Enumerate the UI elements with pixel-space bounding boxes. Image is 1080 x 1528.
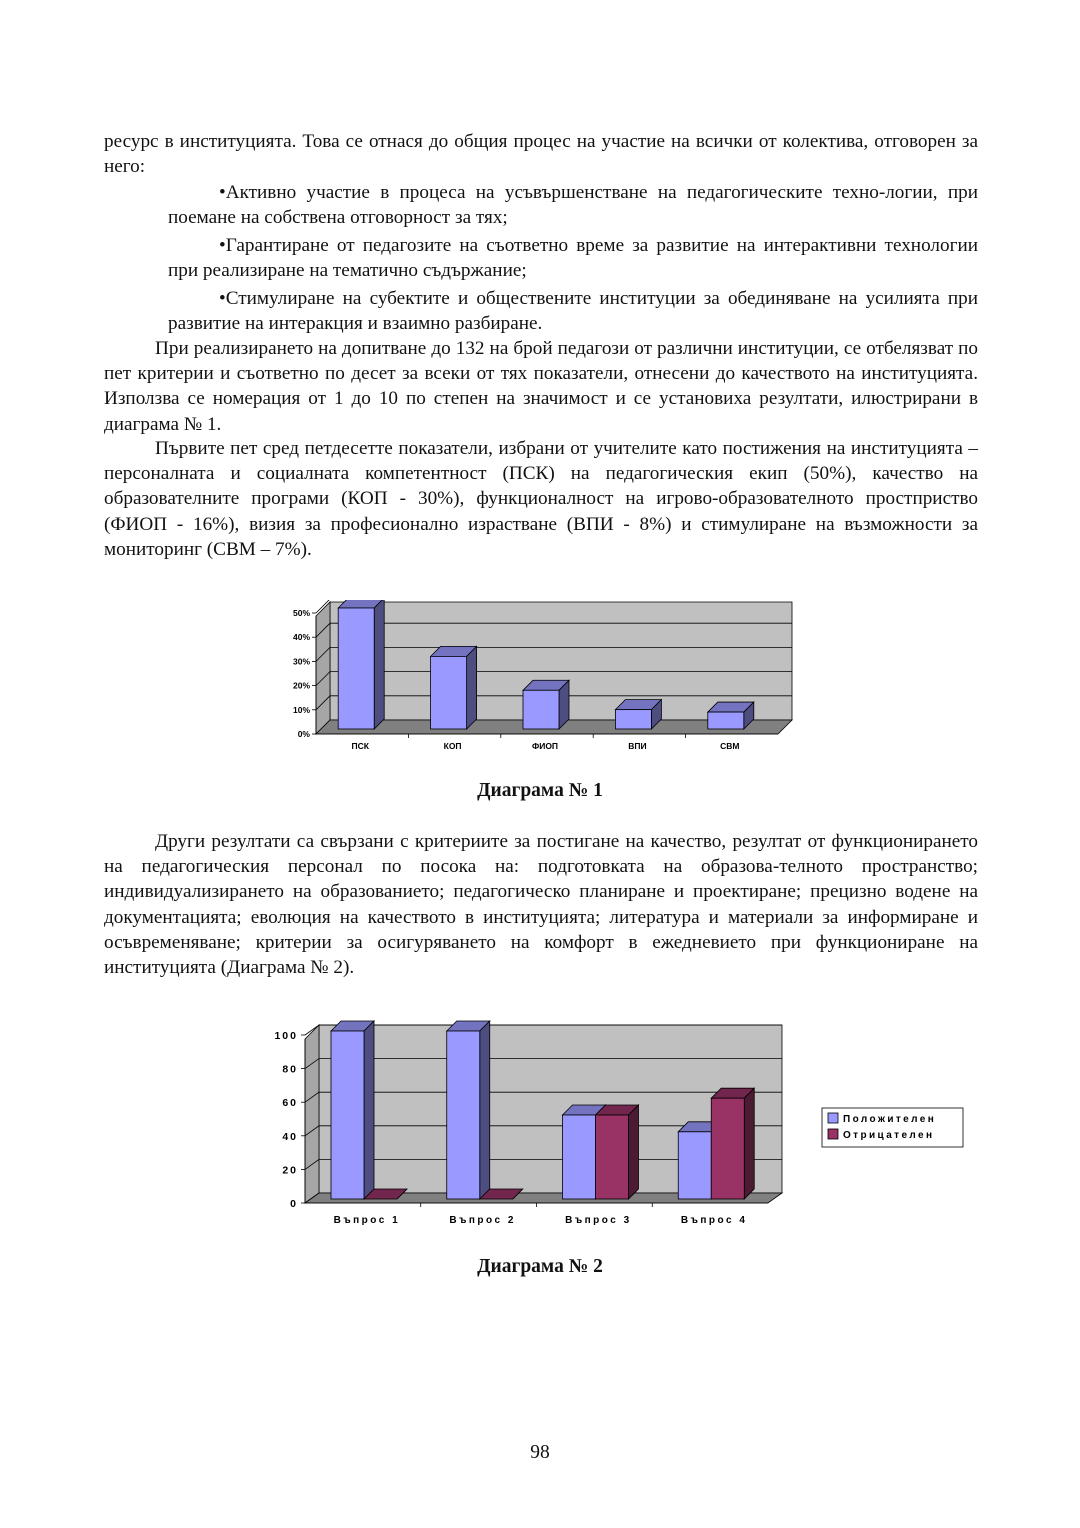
chart1-bar-1-side: [374, 600, 384, 729]
chart1-x-label: ФИОП: [531, 741, 559, 751]
chart1-bar-5: [708, 702, 754, 729]
bullet-item-2: •Гарантиране от педагозите на съответно време за развитие на интерактивни технологии при реализиране на тематично съдържание;: [168, 235, 978, 282]
chart2-bar-positive-2: [447, 1021, 490, 1199]
chart-diagram-2: [0, 1020, 1080, 1235]
chart2-bar-negative-4-front: [711, 1098, 744, 1199]
chart1-side-wall: [316, 602, 330, 734]
chart2-bar-positive-1: [331, 1021, 374, 1199]
paragraph-survey: При реализирането на допитване до 132 на брой педагози от различни институции, се отбелязват по пет критерии и съответно по десет за всеки от тях показатели, отнесени до качеството на институцията. Използва се номерация от 1 до 10 по степен на значимост и се установиха резултати, илюстрирани в диаграма № 1.: [104, 338, 978, 435]
chart2-legend-swatch: [828, 1129, 838, 1139]
chart2-bar-negative-3: [596, 1105, 639, 1199]
chart2-y-tick-label: 80: [282, 1063, 298, 1076]
chart2-y-tick-label: 0: [290, 1198, 298, 1210]
chart1-bar-1: [338, 600, 384, 729]
chart2-x-label: Въпрос 4: [680, 1215, 748, 1226]
chart2-bar-positive-2-side: [480, 1021, 490, 1199]
bullet-item-1: •Активно участие в процеса на усъвършенстване на педагогическите техно-логии, при поемане на собствена отговорност за тях;: [168, 182, 978, 229]
chart2-bar-positive-1-front: [331, 1031, 364, 1199]
caption-diagram-2: Диаграма № 2: [477, 1256, 603, 1277]
chart2-bar-positive-4-front: [678, 1132, 711, 1199]
chart1-bar-2-front: [431, 656, 467, 729]
paragraph-other-results: Други резултати са свързани с критериите за постигане на качество, резултат от функционирането на педагогическия персонал по посока на: подготовката на образова-телното пространство; индивидуализирането на образованието; педагогическо планиране и проектиране; прецизно водене на документацията; еволюция на качеството в институцията; литература и материали за информиране и осъвременяване; критерии за осигуряването на комфорт в ежедневието при функциониране на институцията (Диаграма № 2).: [104, 831, 978, 979]
chart1-x-label: ПСК: [351, 741, 369, 751]
chart2-x-label: Въпрос 3: [565, 1215, 632, 1226]
chart1-x-label: ВПИ: [628, 741, 647, 751]
chart1-bar-2-side: [467, 646, 477, 729]
chart1-bar-2: [431, 646, 477, 729]
chart2-legend-label: Положителен: [843, 1114, 937, 1125]
chart1-bar-1-front: [338, 608, 374, 729]
page-number: 98: [530, 1442, 550, 1463]
chart1-bar-3: [523, 680, 569, 729]
paragraph-intro: ресурс в институцията. Това се отнася до общия процес на участие на всички от колектива, отговорен за него:: [104, 131, 978, 178]
chart2-bar-negative-4-side: [744, 1088, 754, 1199]
chart2-bar-negative-3-side: [629, 1105, 639, 1199]
chart2-side-wall: [305, 1025, 319, 1203]
chart1-y-tick-label: 0%: [297, 729, 310, 739]
chart1-bar-4-front: [615, 710, 651, 729]
chart2-legend-swatch: [828, 1113, 838, 1123]
chart1-bar-3-front: [523, 690, 559, 729]
paragraph-results: Първите пет сред петдесетте показатели, избрани от учителите като постижения на институцията – персоналната и социалната компетентност (ПСК) на педагогическия екип (50%), качество на образователните програми (КОП - 30%), функционалност на игрово-образователното простприство (ФИОП - 16%), визия за професионално израстване (ВПИ - 8%) и стимулиране на възможности за мониторинг (СВМ – 7%).: [104, 438, 978, 560]
chart1-y-tick-label: 40%: [292, 632, 310, 643]
chart2-bar-negative-3-front: [596, 1115, 629, 1199]
chart2-x-label: Въпрос 1: [333, 1215, 401, 1226]
chart2-y-tick-label: 60: [282, 1097, 298, 1110]
chart1-bar-5-front: [708, 712, 744, 729]
chart1-y-tick-label: 30%: [292, 656, 310, 667]
chart1-y-tick-label: 10%: [292, 704, 310, 715]
chart1-y-tick-label: 50%: [292, 608, 310, 618]
chart2-bar-positive-2-front: [447, 1031, 480, 1199]
chart2-y-tick-label: 100: [274, 1030, 298, 1042]
bullet-item-3: •Стимулиране на субектите и обществените институции за обединяване на усилията при развитие на интеракция и взаимно разбиране.: [168, 288, 978, 335]
chart2-bar-negative-4: [711, 1088, 754, 1199]
caption-diagram-1: Диаграма № 1: [477, 780, 603, 801]
chart1-x-label: СВМ: [720, 741, 740, 751]
chart2-bar-positive-3-front: [563, 1115, 596, 1199]
chart2-legend-label: Отрицателен: [843, 1130, 935, 1141]
chart2-y-tick-label: 40: [282, 1130, 298, 1143]
chart2-x-label: Въпрос 2: [449, 1215, 516, 1226]
chart-diagram-1: [0, 600, 1080, 760]
chart2-legend: [822, 1108, 963, 1147]
chart1-y-tick-label: 20%: [292, 680, 310, 691]
chart2-bar-positive-1-side: [364, 1021, 374, 1199]
chart1-bar-4: [615, 700, 661, 729]
chart2-y-tick-label: 20: [282, 1164, 298, 1177]
chart1-x-label: КОП: [443, 741, 462, 751]
